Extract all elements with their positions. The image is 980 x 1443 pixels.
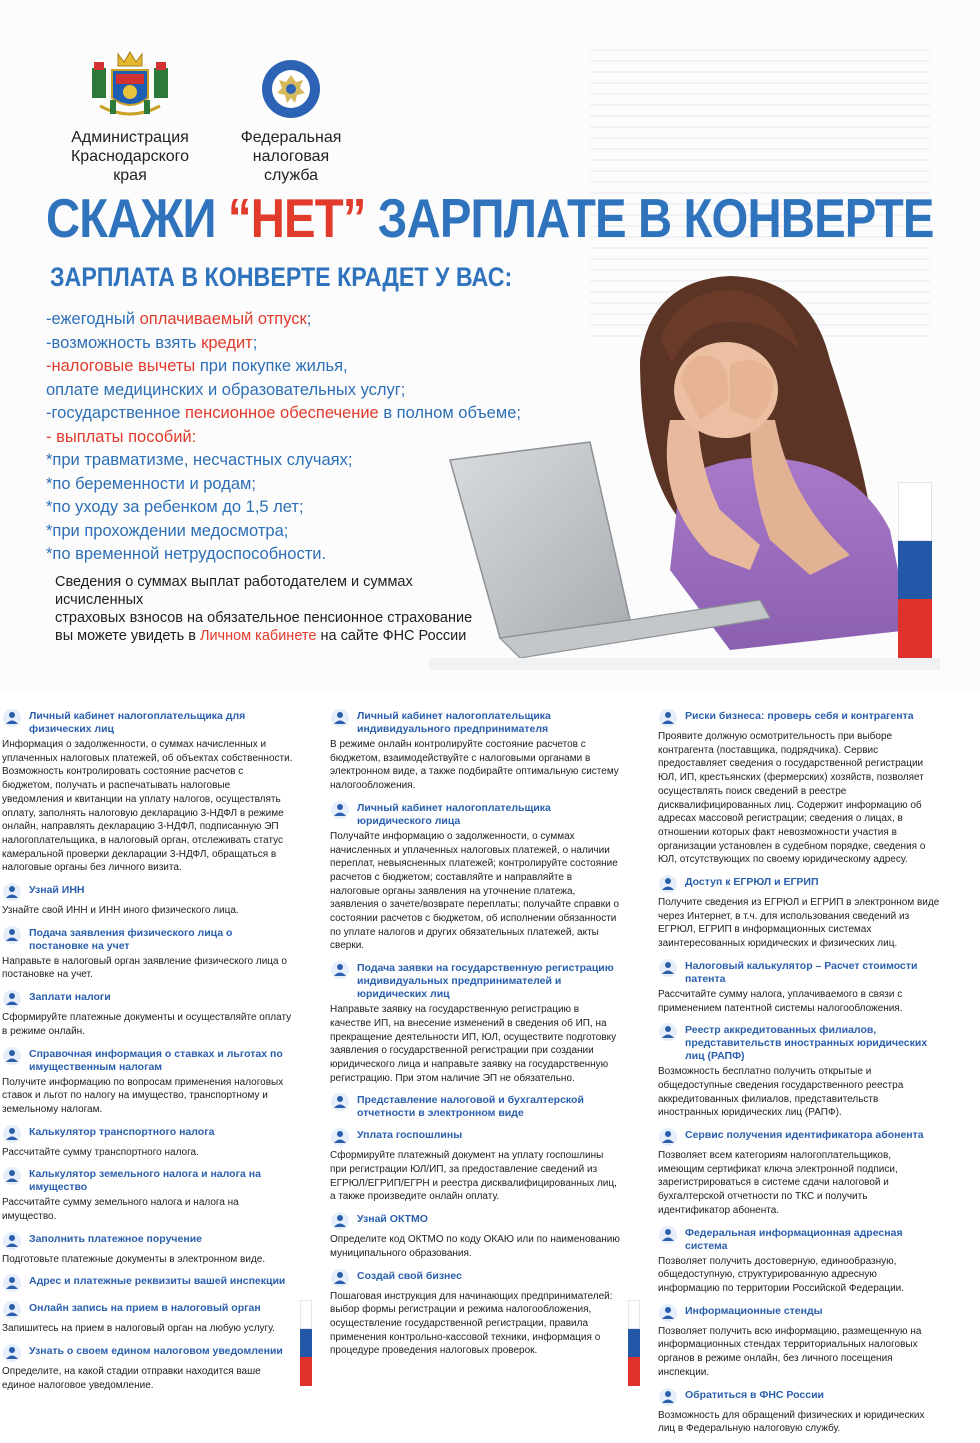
service-item[interactable] (2, 1273, 294, 1293)
service-item[interactable] (658, 1022, 940, 1120)
russian-flag-stripe (898, 482, 932, 658)
services-brochure (0, 690, 980, 1435)
service-description: Узнайте свой ИНН и ИНН иного физического лица. (2, 905, 239, 917)
key-icon (658, 1127, 678, 1147)
service-title[interactable]: Адрес и платежные реквизиты вашей инспекции (29, 1275, 286, 1288)
service-item[interactable] (2, 1166, 294, 1223)
service-header[interactable] (658, 958, 940, 986)
service-title[interactable]: Сервис получения идентификатора абонента (685, 1129, 924, 1142)
service-header[interactable] (330, 960, 622, 1001)
service-header[interactable] (2, 1273, 294, 1293)
service-item[interactable] (330, 1127, 622, 1204)
krasnodar-administration-logo (55, 48, 205, 185)
registration-icon (330, 960, 350, 980)
logo-label-line2: налоговая служба (252, 148, 330, 184)
service-item[interactable] (2, 1343, 294, 1392)
service-header[interactable] (330, 708, 622, 736)
service-item[interactable] (658, 874, 940, 951)
service-item[interactable] (2, 1300, 294, 1336)
service-description: Сформируйте платежные документы и осуществляйте оплату в режиме онлайн. (2, 1012, 292, 1037)
flag-bar-left (300, 1300, 312, 1386)
service-description: Сформируйте платежный документ на уплату госпошлины при регистрации ЮЛ/ИП, за предоставление сведений из ЕГРЮЛ/ЕГРИП/ЕГРН и реестра дисквалифицированных лиц, а также произведите онлайн оплату. (330, 1150, 617, 1203)
service-item[interactable] (2, 989, 294, 1038)
person-icon (2, 708, 22, 728)
mail-icon (658, 1387, 678, 1407)
list-item: *по временной нетрудоспособности. (46, 545, 327, 563)
service-item[interactable] (2, 925, 294, 982)
house-icon (2, 1166, 22, 1186)
list-item: -налоговые вычеты при покупке жилья, (46, 357, 348, 375)
service-description: Рассчитайте сумму земельного налога и налога на имущество. (2, 1197, 239, 1223)
service-header[interactable] (330, 800, 622, 828)
list-item: - выплаты пособий: (46, 427, 197, 446)
service-title[interactable]: Доступ к ЕГРЮЛ и ЕГРИП (685, 876, 819, 889)
service-header[interactable] (2, 708, 294, 736)
service-item[interactable] (330, 1268, 622, 1359)
list-item: оплате медицинских и образовательных услуг; (46, 380, 406, 399)
service-title[interactable]: Федеральная информационная адресная система (685, 1226, 903, 1252)
service-header[interactable] (330, 1211, 622, 1231)
service-header[interactable] (658, 1225, 940, 1253)
krasnodar-coat-of-arms-icon (86, 48, 174, 120)
service-item[interactable] (2, 708, 294, 875)
list-item: -государственное пенсионное обеспечение в полном объеме; (46, 404, 521, 422)
service-title[interactable]: Заполнить платежное поручение (29, 1232, 202, 1245)
list-item: *по беременности и родам; (46, 474, 256, 493)
company-icon (330, 800, 350, 820)
service-description: Позволяет всем категориям налогоплательщиков, имеющим сертификат ключа электронной подписи, зарегистрироваться в системе сдачи налоговой и бухгалтерской отчетности по ТКС и получить идентификатор абонента. (658, 1150, 898, 1216)
headline (46, 186, 934, 250)
service-title[interactable]: Калькулятор транспортного налога (29, 1125, 215, 1138)
fns-seal-icon (260, 58, 322, 120)
pension-note: Сведения о суммах выплат работодателем и суммах исчисленных страховых взносов на обязательное пенсионное страхование вы можете увидеть в Личном кабинете на сайте ФНС России (55, 574, 473, 644)
service-item[interactable] (2, 1124, 294, 1160)
service-header[interactable] (658, 1387, 940, 1407)
service-description: Подготовьте платежные документы в электронном виде. (2, 1253, 266, 1265)
service-item[interactable] (330, 960, 622, 1085)
service-description: Запишитесь на прием в налоговый орган на любую услугу. (2, 1323, 275, 1335)
service-header[interactable] (2, 1124, 294, 1144)
service-title[interactable]: Подача заявки на государственную регистрацию индивидуальных предпринимателей и юридических лиц (357, 962, 614, 1001)
services-column-2 (330, 708, 622, 1365)
service-title[interactable]: Риски бизнеса: проверь себя и контрагента (685, 710, 914, 722)
service-description: Проявите должную осмотрительность при выборе контрагента (поставщика, подрядчика). Сервис предоставляет сведения о государственной регистрации ЮЛ, ИП, крестьянских (фермерских) хозяйств, позволяет осуществлять поиск сведений в реестре дисквалифицированных лиц. Содержит информацию об адресах массовой регистрации; сведения о лицах, в отношении которых факт невозможности участия в организации установлен в судебном порядке, сведения о ЮЛ, отсутствующих по своему юридическому адресу. (658, 731, 926, 866)
service-header[interactable] (2, 1300, 294, 1320)
service-header[interactable] (2, 1166, 294, 1194)
service-description: Получите сведения из ЕГРЮЛ и ЕГРИП в электронном виде через Интернет, в т.ч. для использования сведений из ЕГРЮЛ, ЕГРИП в информационных системах заинтересованных юридических и физических лиц. (658, 897, 940, 950)
service-description: Позволяет получить достоверную, единообразную, общедоступную, структурированную адресную информацию по территории Российской Федерации. (658, 1255, 905, 1294)
calendar-icon (2, 1300, 22, 1320)
service-description: Рассчитайте сумму налога, уплачиваемого в связи с применением патентной системы налогообложения. (658, 988, 903, 1014)
service-header[interactable] (658, 874, 940, 894)
service-title[interactable]: Личный кабинет налогоплательщика индивидуального предпринимателя (357, 710, 551, 735)
service-title[interactable]: Узнай ИНН (29, 884, 85, 897)
service-title[interactable]: Заплати налоги (29, 991, 111, 1004)
service-header[interactable] (658, 708, 940, 728)
woman-laptop-illustration (430, 270, 940, 670)
subheading: ЗАРПЛАТА В КОНВЕРТЕ КРАДЕТ У ВАС: (50, 262, 513, 292)
business-icon (330, 1268, 350, 1288)
list-item: -возможность взять кредит; (46, 333, 258, 352)
logo-label-line1: Администрация (71, 129, 189, 146)
service-header[interactable] (330, 1268, 622, 1288)
list-item: -ежегодный оплачиваемый отпуск; (46, 310, 312, 328)
list-item: *при травматизме, несчастных случаях; (46, 451, 353, 469)
service-item[interactable] (2, 1046, 294, 1117)
service-description: Направьте заявку на государственную регистрацию в качестве ИП, на внесение изменений в сведения об ИП, на прекращение деятельности ИП, ЮЛ, осуществите подготовку заявления о государственной регистрации при создании юридического лица и направьте заявку на государственную регистрацию. При этом наличие ЭП не обязательно. (330, 1004, 617, 1084)
service-item[interactable] (330, 1092, 622, 1120)
service-title[interactable]: Узнать о своем едином налоговом уведомлении (29, 1345, 283, 1358)
services-column-3 (658, 708, 940, 1443)
service-header[interactable] (658, 1127, 940, 1147)
service-header[interactable] (2, 1231, 294, 1251)
service-title[interactable]: Представление налоговой и бухгалтерской отчетности в электронном виде (357, 1094, 584, 1120)
service-header[interactable] (658, 1022, 940, 1063)
oktmo-icon (330, 1211, 350, 1231)
headline-part1: СКАЖИ (46, 187, 228, 249)
headline-part3: ЗАРПЛАТЕ В КОНВЕРТЕ (365, 187, 934, 249)
service-title[interactable]: Реестр аккредитованных филиалов, представительств иностранных юридических лиц (РАПФ) (685, 1024, 928, 1063)
service-title[interactable]: Подача заявления физического лица о постановке на учет (29, 926, 233, 952)
service-item[interactable] (658, 1127, 940, 1218)
service-title[interactable]: Личный кабинет налогоплательщика для физических лиц (29, 710, 246, 735)
inn-icon (2, 882, 22, 902)
service-item[interactable] (658, 1303, 940, 1380)
service-item[interactable] (330, 1211, 622, 1260)
service-header[interactable] (2, 989, 294, 1009)
services-column-1 (2, 708, 294, 1400)
service-description: В режиме онлайн контролируйте состояние расчетов с бюджетом, взаимодействуйте с налоговыми органами в электронном виде, а также подбирайте оптимальную систему налогообложения. (330, 739, 619, 792)
service-title[interactable]: Калькулятор земельного налога и налога на имущество (29, 1168, 261, 1194)
service-title[interactable]: Создай свой бизнес (357, 1269, 462, 1282)
service-description: Пошаговая инструкция для начинающих предпринимателей: выбор формы регистрации и режима налогообложения, осуществление государственной регистрации, правила применения контрольно-кассовой техники, информация о процедуре проведения налоговых проверок. (330, 1290, 613, 1357)
envelope-icon (2, 1343, 22, 1363)
service-item[interactable] (2, 1231, 294, 1267)
service-item[interactable] (2, 882, 294, 918)
service-header[interactable] (658, 1303, 940, 1323)
registry-icon (658, 874, 678, 894)
service-description: Направьте в налоговый орган заявление физического лица о постановке на учет. (2, 955, 287, 981)
application-icon (2, 925, 22, 945)
service-title[interactable]: Уплата госпошлины (357, 1129, 463, 1142)
service-description: Возможность для обращений физических и юридических лиц в Федеральную налоговую службу. (658, 1409, 925, 1435)
service-item[interactable] (330, 800, 622, 953)
service-description: Получайте информацию о задолженности, о суммах начисленных и уплаченных налоговых платежей, о наличии переплат, невыясненных платежей; контролируйте состояние расчетов с бюджетом; составляйте и направляйте в налоговые органы заявления на уточнение платежа, заявления о зачете/возврате переплаты; получайте справки о состоянии расчетов с бюджетом, об исполнении обязанности по уплате налогов и других обязательных платежей, акты сверки. (330, 830, 620, 952)
calculator-icon (658, 958, 678, 978)
stand-icon (658, 1303, 678, 1323)
flag-bar-right (628, 1300, 640, 1386)
service-header[interactable] (2, 1046, 294, 1074)
service-title[interactable]: Справочная информация о ставках и льготах по имущественным налогам (29, 1047, 283, 1073)
service-description: Получите информацию по вопросам применения налоговых ставок и льгот по налогу на имущество, транспортному и земельному налогам. (2, 1076, 284, 1115)
coins-icon (2, 989, 22, 1009)
list-item: *при прохождении медосмотра; (46, 521, 289, 540)
service-header[interactable] (330, 1092, 622, 1120)
service-header[interactable] (330, 1127, 622, 1147)
service-title[interactable]: Личный кабинет налогоплательщика юридического лица (357, 801, 551, 827)
service-item[interactable] (658, 1387, 940, 1436)
personal-account-link[interactable]: Личном кабинете (199, 628, 317, 644)
service-item[interactable] (658, 1225, 940, 1296)
report-icon (330, 1092, 350, 1112)
service-item[interactable] (658, 958, 940, 1015)
service-title[interactable]: Онлайн запись на прием в налоговый орган (29, 1302, 261, 1315)
magnifier-icon (658, 708, 678, 728)
logo-label-line2: Краснодарского края (70, 148, 190, 184)
fns-logo (226, 58, 356, 185)
service-title[interactable]: Узнай ОКТМО (357, 1213, 428, 1226)
service-title[interactable]: Информационные стенды (685, 1304, 823, 1317)
service-header[interactable] (2, 925, 294, 953)
service-item[interactable] (330, 708, 622, 793)
car-icon (2, 1124, 22, 1144)
headline-no: “НЕТ” (227, 187, 366, 249)
poster (0, 0, 980, 690)
service-description: Информация о задолженности, о суммах начисленных и уплаченных налоговых платежей, об объектах собственности. Возможность контролировать состояние расчетов с бюджетом, получать и распечатывать налоговые уведомления и квитанции на уплату налогов, осуществлять оплату, заполнять налоговую декларацию 3-НДФЛ в режиме онлайн, направлять декларацию 3-НДФЛ, подписанную ЭП налогоплательщика, в налоговый орган, отслеживать статус камеральной проверки декларации 3-НДФЛ, обращаться в налоговые органы без личного визита. (2, 739, 293, 874)
service-header[interactable] (2, 1343, 294, 1363)
service-description: Рассчитайте сумму транспортного налога. (2, 1146, 199, 1158)
location-icon (2, 1273, 22, 1293)
service-description: Возможность бесплатно получить открытые и общедоступные сведения государственного реестра аккредитованных филиалов, представительств иностранных юридических лиц (РАПФ). (658, 1066, 904, 1119)
service-title[interactable]: Налоговый калькулятор – Расчет стоимости патента (685, 959, 918, 985)
service-title[interactable]: Обратиться в ФНС России (685, 1388, 825, 1401)
entrepreneur-icon (330, 708, 350, 728)
globe-icon (658, 1022, 678, 1042)
service-description: Определите, на какой стадии отправки находится ваше единое налоговое уведомление. (2, 1366, 261, 1391)
info-icon (2, 1046, 22, 1066)
service-header[interactable] (2, 882, 294, 902)
logo-label-line1: Федеральная (240, 129, 342, 146)
list-item: *по уходу за ребенком до 1,5 лет; (46, 498, 304, 516)
address-icon (658, 1225, 678, 1245)
service-item[interactable] (658, 708, 940, 867)
service-description: Позволяет получить всю информацию, размещенную на информационных стендах территориальных налоговых органов в режиме онлайн, без личного посещения инспекции. (658, 1325, 922, 1378)
service-description: Определите код ОКТМО по коду ОКАЮ или по наименованию муниципального образования. (330, 1234, 620, 1259)
fee-icon (330, 1127, 350, 1147)
pen-icon (2, 1231, 22, 1251)
